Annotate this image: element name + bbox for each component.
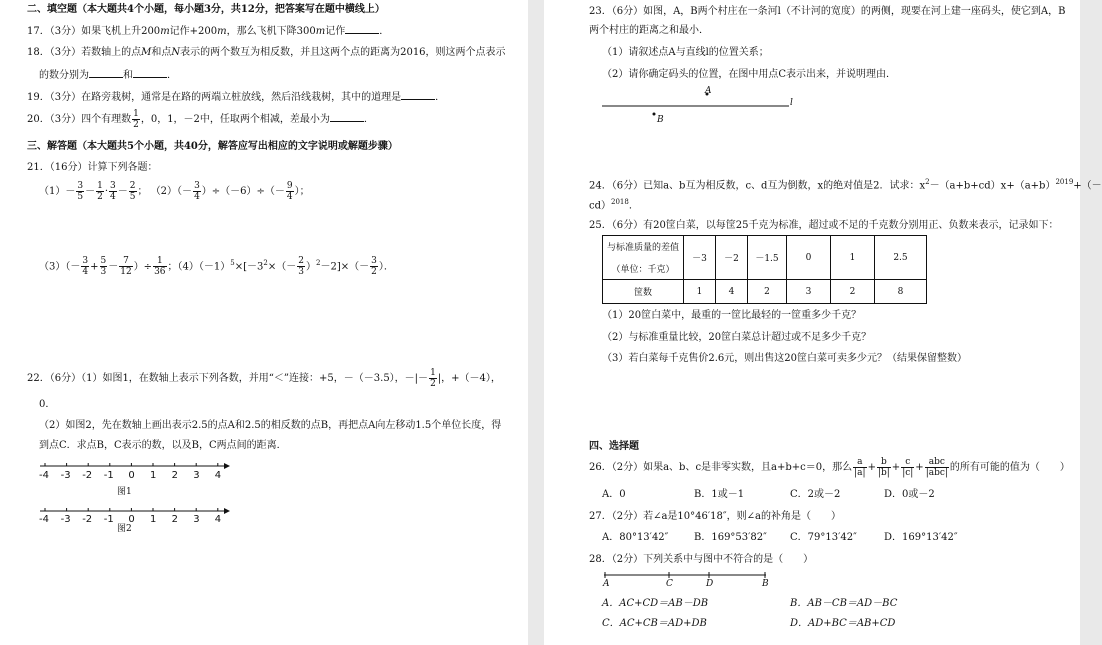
question-28: 28．（2分）下列关系中与图中不符合的是（ ） [589, 554, 814, 565]
table-cell: 2.5 [875, 236, 927, 280]
tick-label: 2 [171, 514, 178, 525]
table-header-unit: （单位：千克） [603, 258, 684, 280]
answer-blank [89, 68, 123, 78]
question-22: 22．（6分）（1）如图1，在数轴上表示下列各数，并用“＜”连接：+5，－（－3.5），－|－ $\frac{1}{2}$ |，+（－4）， [27, 368, 501, 389]
question-27: 27．（2分）若∠a是10°46′18″，则∠a的补角是（ ） [589, 511, 841, 522]
fraction-1-2: $\frac{1}{2}$ [133, 109, 139, 130]
q28-option-d: D．AD+BC＝AB+CD [790, 618, 896, 629]
tick-label: -1 [103, 514, 114, 525]
question-20: 20．（3分）四个有理数 $\frac{1}{2}$ ，0，1，－2中，任取两个相减，差最小为 ． [27, 109, 374, 130]
river-figure [599, 84, 799, 126]
tick-label: 1 [150, 514, 157, 525]
table-cell: －3 [684, 236, 716, 280]
question-21: 21．（16分）计算下列各题： [27, 162, 158, 173]
q27-option-b: B．169°53′82″ [694, 532, 767, 543]
question-24: 24．（6分）已知a、b互为相反数，c、d互为倒数，x的绝对值是2．试求：$x^2-(a+b+cd)x+(a+b)^{2019}+(-$ [589, 178, 1102, 192]
table-cell: 2 [831, 280, 875, 304]
tick-label: 4 [214, 514, 222, 525]
question-25: 25．（6分）有20筐白菜，以每筐25千克为标准，超过或不足的千克数分别用正、负数来表示，记录如下： [589, 220, 1059, 231]
segment-point-A: A [603, 579, 610, 589]
segment-point-B: B [762, 579, 769, 589]
question-18-cont: 的数分别为 和 ． [39, 70, 177, 81]
point-B-label: B [657, 115, 664, 125]
tick-label: 4 [214, 470, 222, 481]
q26-option-c: C．2或－2 [790, 489, 841, 500]
question-23-cont: 两个村庄的距离之和最小． [589, 25, 709, 36]
tick-label: -3 [60, 470, 71, 481]
table-cell: 2 [748, 280, 787, 304]
tick-label: -2 [82, 470, 93, 481]
q26-option-b: B．1或－1 [694, 489, 745, 500]
tick-label: 2 [171, 470, 178, 481]
segment-point-D: D [706, 579, 714, 589]
question-17: 17．（3分）如果飞机上升200m记作+200m，那么飞机下降300m记作 ． [27, 26, 390, 37]
table-cell: 1 [831, 236, 875, 280]
question-23-part-2: （2）请你确定码头的位置，在图中用点C表示出来，并说明理由． [602, 69, 897, 80]
section-3-heading: 三、解答题（本大题共5个小题，共40分，解答应写出相应的文字说明或解题步骤） [27, 141, 398, 152]
table-cell: 4 [716, 280, 748, 304]
tick-label: 0 [128, 470, 135, 481]
section-4-heading: 四、选择题 [589, 441, 639, 452]
question-25-part-3: （3）若白菜每千克售价2.6元，则出售这20筐白菜可卖多少元？（结果保留整数） [602, 353, 967, 364]
table-cell: 1 [684, 280, 716, 304]
figure-2-caption: 图2 [117, 524, 132, 534]
tick-label: -4 [39, 470, 49, 481]
question-23: 23．（6分）如图，A，B两个村庄在一条河l（不计河的宽度）的两侧，现要在河上建一座码头，使它到A，B [589, 6, 1066, 17]
segment-figure [602, 566, 772, 592]
segment-point-C: C [666, 579, 673, 589]
q28-option-b: B．AB－CB＝AD－BC [790, 598, 898, 609]
tick-label: 3 [193, 514, 200, 525]
question-22-part-2: （2）如图2，先在数轴上画出表示2.5的点A和2.5的相反数的点B，再把点A向左移动1.5个单位长度，得 [39, 420, 502, 431]
section-2-heading: 二、填空题（本大题共4个小题，每小题3分，共12分，把答案写在题中横线上） [27, 4, 385, 15]
line-l-label: l [790, 98, 793, 108]
cabbage-table [602, 235, 927, 304]
question-19: 19．（3分）在路旁栽树，通常是在路的两端立桩放线，然后沿线栽树，其中的道理是 ． [27, 92, 446, 103]
tick-label: 3 [193, 470, 200, 481]
question-23-part-1: （1）请叙述点A与直线l的位置关系； [602, 47, 769, 58]
question-18: 18．（3分）若数轴上的点M和点N表示的两个数互为相反数，并且这两个点的距离为2016，则这两个点表示 [27, 47, 506, 58]
tick-label: 1 [150, 470, 157, 481]
question-21-part-1-2: （1）－ $\frac{3}{5}$ － $\frac{1}{2}$ · $\frac{3}{4}$ － $\frac{2}{5}$ ； （2）（－ $\frac{3}{4}$ ）÷（－6）÷（－ $\frac{9}{4}$ ）； [39, 181, 310, 202]
q27-option-d: D．169°13′42″ [884, 532, 958, 543]
table-cell: 8 [875, 280, 927, 304]
question-26: 26．（2分）如果a、b、c是非零实数，且a+b+c＝0，那么 $\frac{a}{|a|}$ + $\frac{b}{|b|}$ + $\frac{c}{|c|}$ + $\frac{\text{abc}}{\text{|abc|}}$ 的所有可能的值为（ ） [589, 457, 1070, 478]
table-header-count: 筐数 [603, 280, 684, 304]
table-cell: 0 [787, 236, 831, 280]
tick-label: 0 [128, 514, 135, 525]
question-22-cont: 0． [39, 399, 56, 410]
q28-option-c: C．AC+CB＝AD+DB [602, 618, 707, 629]
left-page [0, 0, 528, 645]
point-A-label: A [705, 86, 712, 96]
q27-option-a: A．80°13′42″ [602, 532, 669, 543]
q26-option-a: A．0 [602, 489, 626, 500]
question-24-cont: cd）$^{2018}$． [589, 198, 639, 212]
answer-blank [133, 68, 167, 78]
table-header-diff: 与标准质量的差值 [603, 236, 684, 258]
tick-label: -2 [82, 514, 93, 525]
q26-option-d: D．0或－2 [884, 489, 935, 500]
q27-option-c: C．79°13′42″ [790, 532, 857, 543]
question-25-part-1: （1）20筐白菜中，最重的一筐比最轻的一筐重多少千克？ [602, 310, 862, 321]
question-25-part-2: （2）与标准重量比较，20筐白菜总计超过或不足多少千克？ [602, 332, 872, 343]
answer-blank [330, 112, 364, 122]
tick-label: -1 [103, 470, 114, 481]
answer-blank [345, 24, 379, 34]
tick-label: -4 [39, 514, 49, 525]
question-21-part-3-4: （3）（－ $\frac{3}{4}$ + $\frac{5}{3}$ － $\frac{7}{12}$ ）÷ $\frac{1}{36}$ ；$(4)(-1)^5\times[-3^2\times(-$ $\frac{2}{3}$ ）$^2$－2]×（－ $\frac{3}{2}$ ）． [39, 256, 394, 278]
q28-option-a: A．AC+CD＝AB－DB [602, 598, 709, 609]
table-cell: －2 [716, 236, 748, 280]
answer-blank [401, 90, 435, 100]
right-page [544, 0, 1102, 645]
tick-label: -3 [60, 514, 71, 525]
table-cell: －1.5 [748, 236, 787, 280]
question-22-part-2-cont: 到点C．求点B，C表示的数，以及B，C两点间的距离． [39, 440, 287, 451]
table-cell: 3 [787, 280, 831, 304]
figure-1-caption: 图1 [117, 487, 132, 497]
